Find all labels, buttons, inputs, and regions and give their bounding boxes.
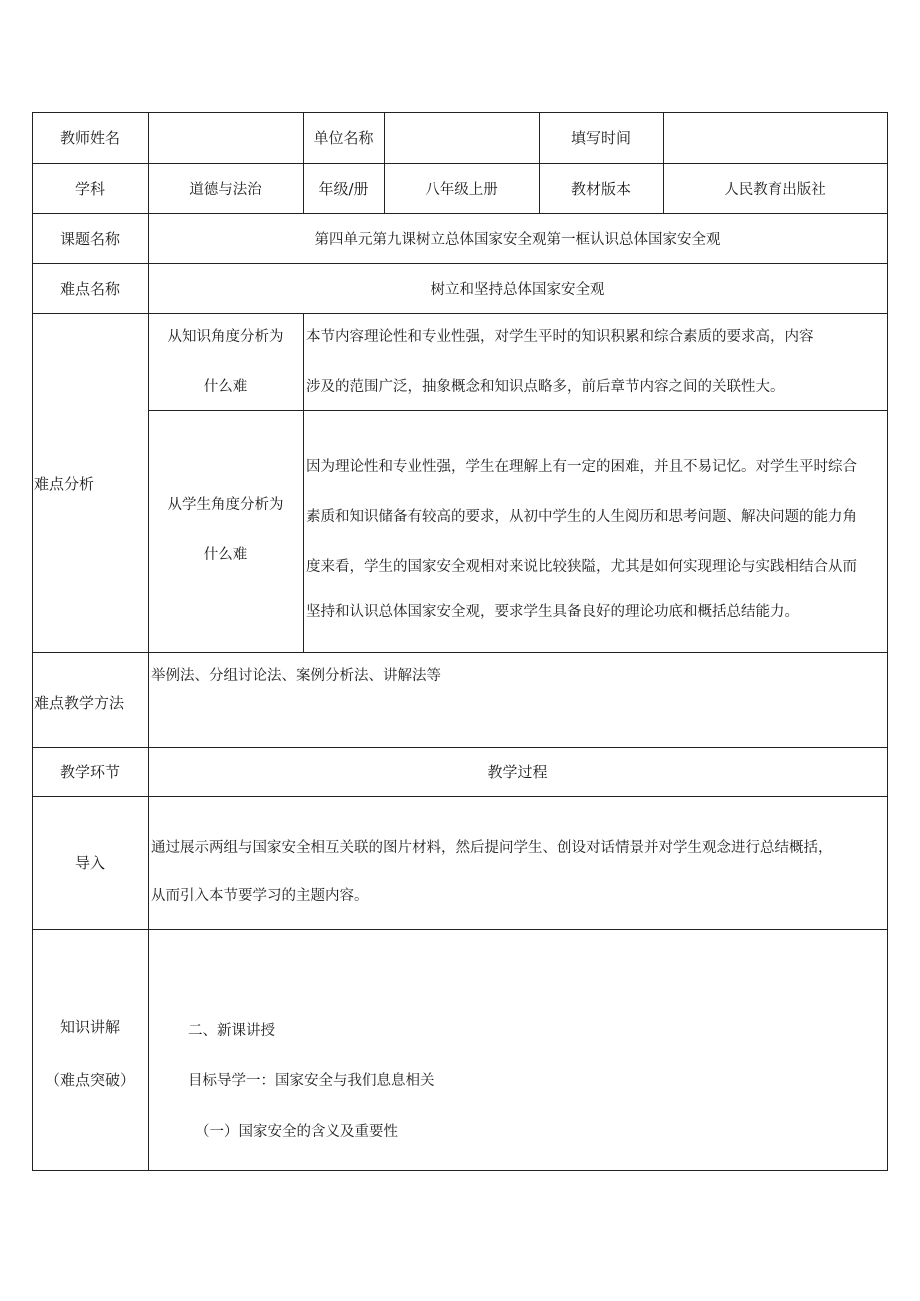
teacher-name-label: 教师姓名 — [59, 129, 120, 147]
analysis-label: 难点分析 — [34, 475, 95, 493]
methods-label: 难点教学方法 — [34, 694, 125, 712]
teacher-name-value[interactable] — [148, 112, 303, 163]
fill-time-label: 填写时间 — [570, 129, 631, 147]
intro-text-line1: 通过展示两组与国家安全相互关联的图片材料，然后提问学生、创设对话情景并对学生观念进行总结概括， — [151, 840, 833, 856]
explain-label-line2: （难点突破） — [44, 1070, 135, 1089]
explain-item-3: （一）国家安全的含义及重要性 — [195, 1124, 398, 1140]
unit-name-label: 单位名称 — [313, 129, 374, 147]
grade-value: 八年级上册 — [425, 181, 498, 198]
rule — [887, 112, 888, 1171]
knowledge-angle-text-line2: 涉及的范围广泛，抽象概念和知识点略多，前后章节内容之间的关联性大。 — [306, 379, 785, 395]
edition-label: 教材版本 — [570, 179, 631, 198]
rule — [148, 410, 888, 411]
rule — [32, 652, 888, 653]
explain-item-2: 目标导学一：国家安全与我们息息相关 — [188, 1073, 435, 1089]
methods-value: 举例法、分组讨论法、案例分析法、讲解法等 — [151, 668, 441, 684]
explain-label-line1: 知识讲解 — [59, 1017, 120, 1036]
difficulty-value: 树立和坚持总体国家安全观 — [430, 281, 605, 298]
intro-text-line2: 从而引入本节要学习的主题内容。 — [151, 888, 369, 904]
rule — [32, 796, 888, 797]
unit-name-value[interactable] — [384, 112, 539, 163]
rule — [32, 1170, 888, 1171]
subject-label: 学科 — [74, 179, 105, 198]
student-angle-text-line3: 度来看，学生的国家安全观相对来说比较狭隘，尤其是如何实现理论与实践相结合从而 — [306, 559, 857, 575]
knowledge-angle-label-line2: 什么难 — [203, 378, 248, 395]
knowledge-angle-label-line1: 从知识角度分析为 — [167, 328, 284, 345]
topic-label: 课题名称 — [59, 229, 120, 248]
intro-label: 导入 — [74, 854, 105, 872]
grade-label: 年级/册 — [318, 179, 369, 198]
student-angle-text-line4: 坚持和认识总体国家安全观，要求学生具备良好的理论功底和概括总结能力。 — [306, 604, 799, 620]
student-angle-label-line1: 从学生角度分析为 — [167, 497, 284, 513]
knowledge-angle-label — [148, 313, 303, 410]
student-angle-text-line2: 素质和知识储备有较高的要求，从初中学生的人生阅历和思考问题、解决问题的能力角 — [306, 509, 857, 525]
student-angle-label — [148, 480, 303, 580]
explain-item-1: 二、新课讲授 — [188, 1023, 275, 1039]
topic-value: 第四单元第九课树立总体国家安全观第一框认识总体国家安全观 — [314, 231, 721, 248]
student-angle-text-line1: 因为理论性和专业性强，学生在理解上有一定的困难，并且不易记忆。对学生平时综合 — [306, 459, 857, 475]
subject-value: 道德与法治 — [189, 181, 262, 198]
process-header-value: 教学过程 — [487, 763, 548, 781]
fill-time-value[interactable] — [663, 112, 887, 163]
edition-value: 人民教育出版社 — [724, 181, 826, 198]
student-angle-label-line2: 什么难 — [203, 547, 248, 563]
knowledge-angle-text-line1: 本节内容理论性和专业性强，对学生平时的知识积累和综合素质的要求高，内容 — [306, 329, 814, 345]
difficulty-label: 难点名称 — [59, 279, 120, 298]
rule — [303, 313, 304, 652]
process-step-label: 教学环节 — [59, 763, 120, 781]
rule — [32, 929, 888, 930]
